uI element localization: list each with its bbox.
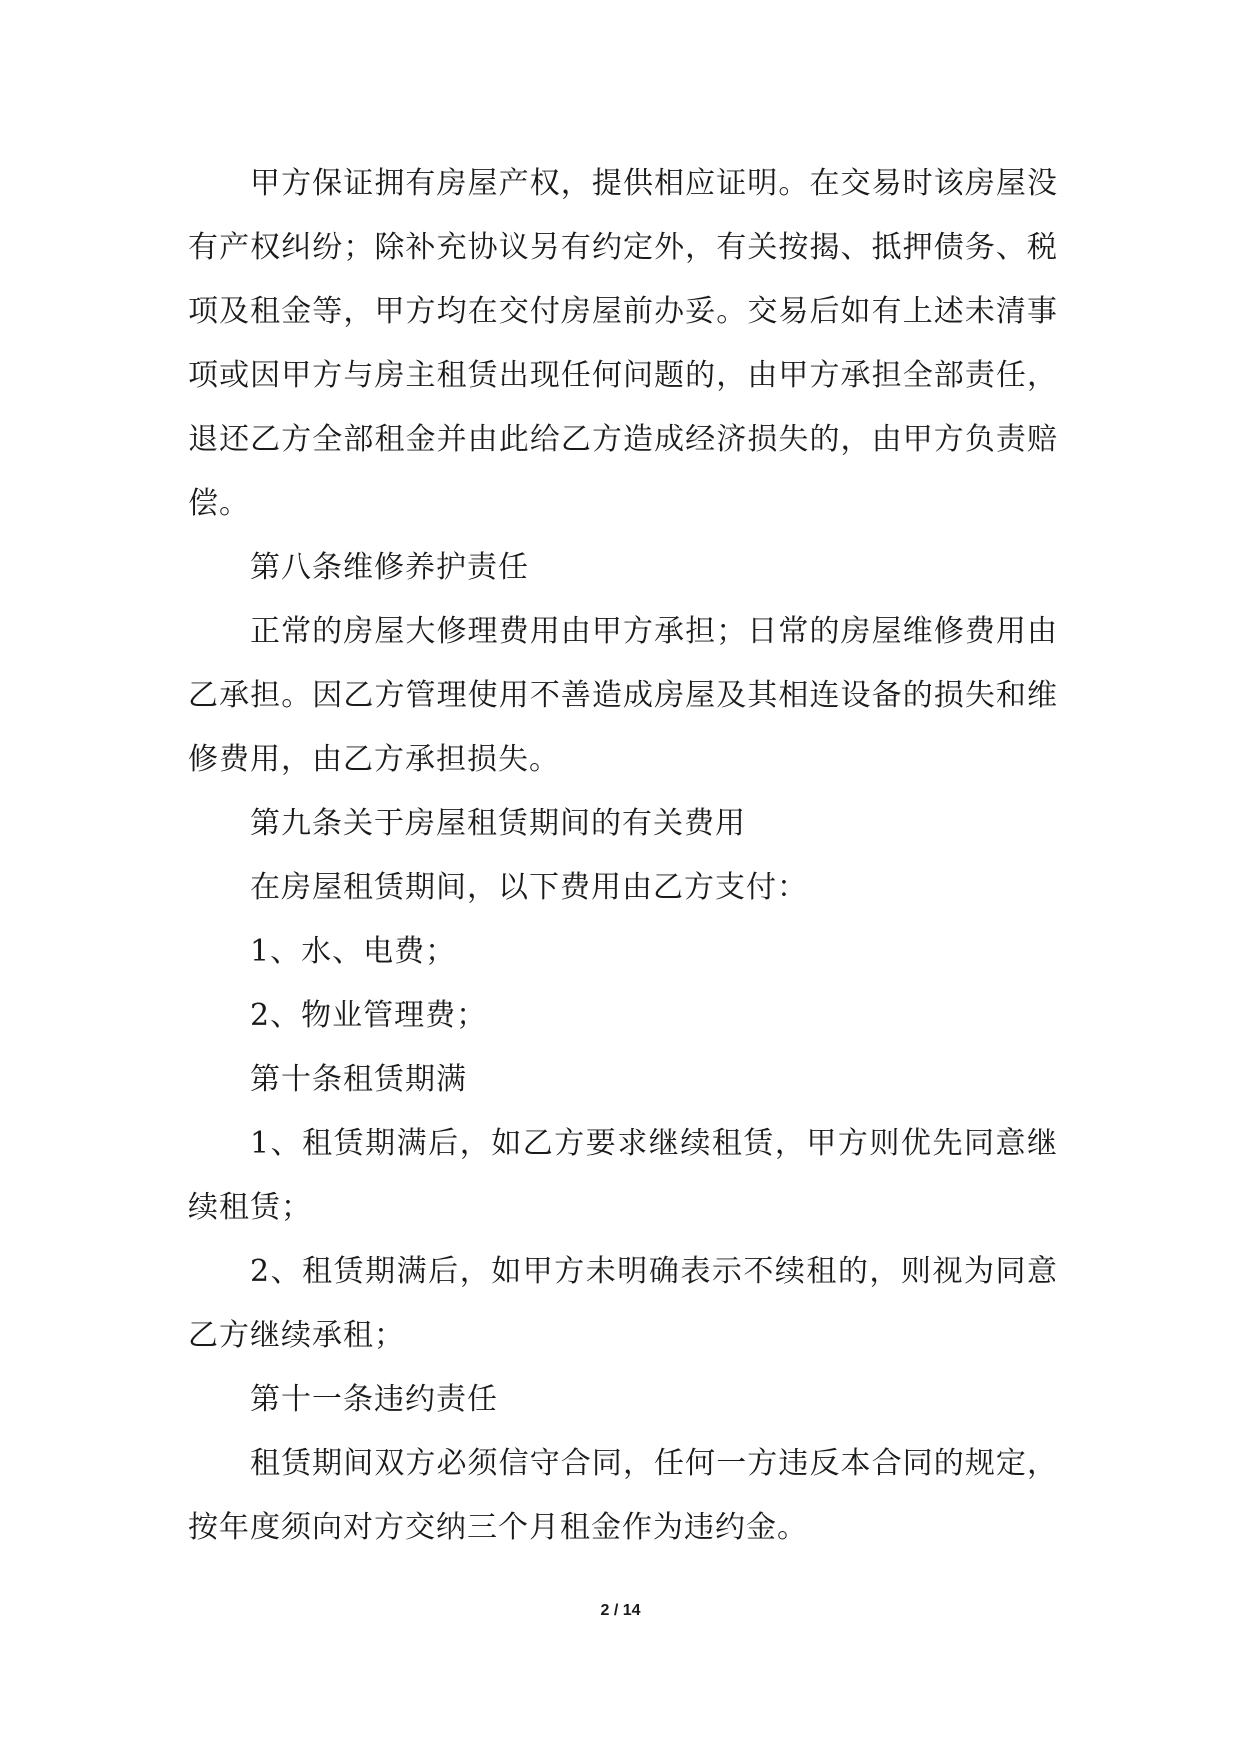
list-item-renewal-2: 2、租赁期满后，如甲方未明确表示不续租的，则视为同意乙方继续承租； bbox=[188, 1254, 1058, 1353]
heading-article-8: 第八条维修养护责任 bbox=[250, 550, 529, 585]
paragraph-breach: 租赁期间双方必须信守合同，任何一方违反本合同的规定，按年度须向对方交纳三个月租金作为违约金。 bbox=[188, 1446, 1058, 1545]
heading-article-11: 第十一条违约责任 bbox=[250, 1382, 498, 1417]
paragraph-owner-guarantee: 甲方保证拥有房屋产权，提供相应证明。在交易时该房屋没有产权纠纷；除补充协议另有约定外，有关按揭、抵押债务、税项及租金等，甲方均在交付房屋前办妥。交易后如有上述未清事项或因甲方与房主租赁出现任何问题的，由甲方承担全部责任，退还乙方全部租金并由此给乙方造成经济损失的，由甲方负责赔偿。 bbox=[188, 166, 1058, 521]
paragraph-fees-intro: 在房屋租赁期间，以下费用由乙方支付： bbox=[250, 870, 808, 905]
list-item-utilities: 1、水、电费； bbox=[250, 934, 457, 969]
document-body bbox=[188, 152, 1058, 1560]
heading-article-10: 第十条租赁期满 bbox=[250, 1062, 467, 1097]
list-item-property-fee: 2、物业管理费； bbox=[250, 998, 488, 1033]
paragraph-maintenance: 正常的房屋大修理费用由甲方承担；日常的房屋维修费用由乙承担。因乙方管理使用不善造成房屋及其相连设备的损失和维修费用，由乙方承担损失。 bbox=[188, 614, 1058, 777]
page-number: 2 / 14 bbox=[600, 1602, 641, 1619]
heading-article-9: 第九条关于房屋租赁期间的有关费用 bbox=[250, 806, 746, 841]
list-item-renewal-1: 1、租赁期满后，如乙方要求继续租赁，甲方则优先同意继续租赁； bbox=[188, 1126, 1058, 1225]
